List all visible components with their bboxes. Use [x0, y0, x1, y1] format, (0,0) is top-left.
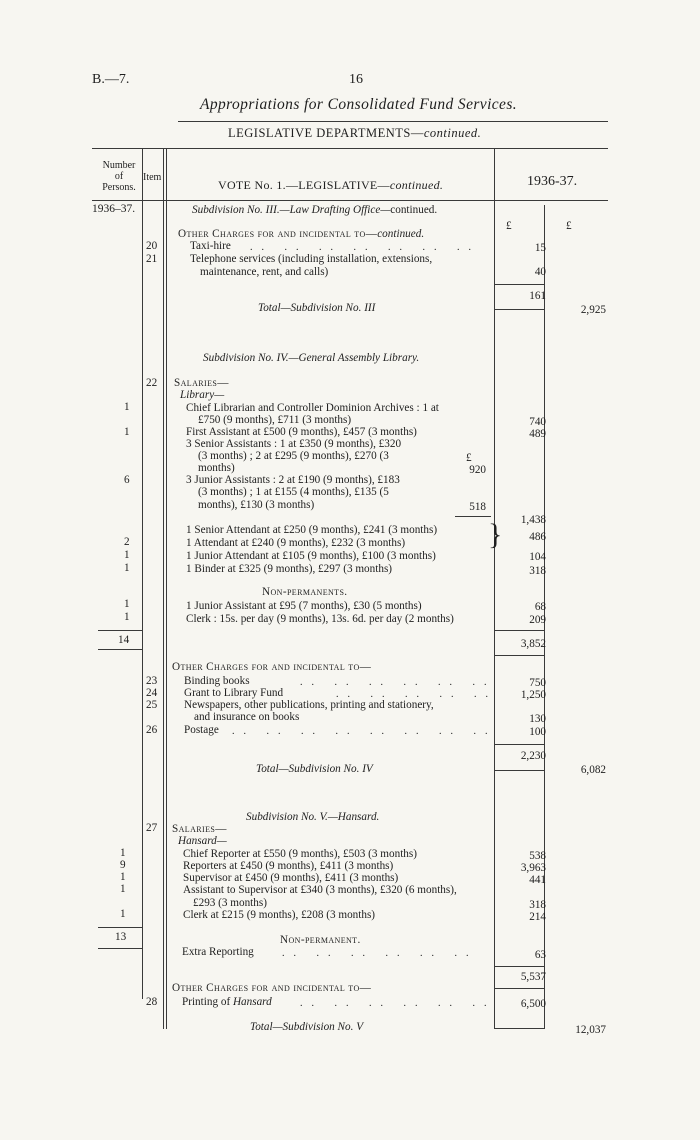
sum-rule	[98, 649, 142, 650]
salary-line: 1 Junior Assistant at £95 (7 months), £30 (5 months)	[186, 600, 422, 612]
salary-line: 1 Attendant at £240 (9 months), £232 (3 months)	[186, 537, 406, 549]
pound-symbol: £	[466, 452, 472, 464]
persons-count: 1	[124, 549, 130, 561]
salaries-heading: Salaries—	[174, 377, 229, 389]
persons-count: 1	[124, 598, 130, 610]
amount: 214	[529, 911, 546, 923]
persons-count: 1	[120, 883, 126, 895]
line-item-label: maintenance, rent, and calls)	[200, 266, 329, 278]
persons-total: 13	[115, 931, 127, 943]
persons-count: 9	[120, 859, 126, 871]
amount: 40	[534, 266, 546, 278]
persons-count: 1	[120, 871, 126, 883]
amount: 441	[529, 874, 546, 886]
item-number: 21	[146, 253, 158, 265]
persons-count: 2	[124, 536, 130, 548]
non-permanents-heading: Non-permanents.	[262, 586, 348, 598]
subdivision-total-label: Total—Subdivision No. IV	[256, 763, 373, 775]
brace-icon: }	[488, 518, 503, 551]
salary-line: (3 months) ; 1 at £155 (4 months), £135 (5	[198, 486, 389, 498]
sum-rule	[455, 516, 491, 517]
subdivision-total-label: Total—Subdivision No. V	[250, 1021, 364, 1033]
persons-count: 6	[124, 474, 130, 486]
sum-rule	[494, 309, 544, 310]
salaries-heading: Salaries—	[172, 823, 227, 835]
other-charges-heading: Other Charges for and incidental to—	[172, 661, 372, 673]
subdivision-total: 2,925	[580, 304, 606, 316]
subtotal-amount: 3,852	[520, 638, 546, 650]
line-item-label: Newspapers, other publications, printing and stationery,	[184, 699, 434, 711]
salary-line: 1 Binder at £325 (9 months), £297 (3 months)	[186, 563, 393, 575]
leader-dots: .. .. .. .. .. .. .. ..	[232, 726, 497, 737]
amount: 489	[529, 428, 546, 440]
subtotal-amount: 2,230	[520, 750, 546, 762]
page-title: Appropriations for Consolidated Fund Services.	[200, 96, 518, 113]
salary-line: Chief Reporter at £550 (9 months), £503 (3 months)	[183, 848, 417, 860]
title-rule	[178, 121, 608, 122]
line-item-label: Taxi-hire	[190, 240, 231, 252]
leader-dots: .. .. .. .. .. ..	[300, 677, 496, 688]
salary-line: Reporters at £450 (9 months), £411 (3 months)	[183, 860, 394, 872]
item-number: 24	[146, 687, 158, 699]
other-charges-heading: Other Charges for and incidental to—continued.	[178, 228, 425, 240]
persons-count: 1	[120, 847, 126, 859]
sum-rule	[98, 927, 142, 928]
persons-column-rule	[142, 149, 143, 999]
sum-rule	[494, 1028, 544, 1029]
amount: 486	[529, 531, 546, 543]
amount: 538	[529, 850, 546, 862]
sum-rule	[494, 744, 544, 745]
line-item-label: Extra Reporting	[182, 946, 254, 958]
document-reference: B.—7.	[92, 72, 130, 87]
persons-count: 1	[124, 426, 130, 438]
subdivision-3-heading: Subdivision No. III.—Law Drafting Office—continued.	[192, 204, 438, 216]
amount: 100	[529, 726, 546, 738]
leader-dots: .. .. .. .. .. ..	[300, 998, 496, 1009]
item-column-rule	[163, 149, 164, 1029]
table-top-rule	[92, 148, 608, 149]
amount: 130	[529, 713, 546, 725]
salary-line: months)	[198, 462, 235, 474]
subdivision-total-label: Total—Subdivision No. III	[258, 302, 376, 314]
amount: 1,438	[520, 514, 546, 526]
sum-rule	[98, 630, 142, 631]
subtotal-amount: 5,537	[520, 971, 546, 983]
subdivision-total: 6,082	[580, 764, 606, 776]
amount: 6,500	[520, 998, 546, 1010]
salary-line: (3 months) ; 2 at £295 (9 months), £270 (3	[198, 450, 389, 462]
sum-rule	[494, 770, 544, 771]
salary-line: 3 Junior Assistants : 2 at £190 (9 months), £183	[186, 474, 400, 486]
salary-line: 1 Senior Attendant at £250 (9 months), £241 (3 months)	[186, 524, 438, 536]
sum-rule	[494, 630, 544, 631]
inner-amount: 518	[469, 501, 486, 513]
subdivision-total: 12,037	[575, 1024, 606, 1036]
salary-line: £750 (9 months), £711 (3 months)	[198, 414, 352, 426]
line-item-label: Printing of Hansard	[182, 996, 272, 1008]
year-column-header: 1936-37.	[527, 174, 578, 189]
line-item-label: and insurance on books	[194, 711, 300, 723]
item-number: 23	[146, 675, 158, 687]
persons-count: 1	[124, 562, 130, 574]
sum-rule	[494, 988, 544, 989]
item-number: 27	[146, 822, 158, 834]
amount: 63	[534, 949, 546, 961]
subtotal-amount: 161	[529, 290, 546, 302]
amount: 318	[529, 899, 546, 911]
sum-rule	[494, 655, 544, 656]
sum-rule	[98, 948, 142, 949]
non-permanent-heading: Non-permanent.	[280, 934, 361, 946]
amount: 740	[529, 416, 546, 428]
persons-year-label: 1936–37.	[92, 203, 136, 215]
amount: 3,963	[520, 862, 546, 874]
line-item-label: Binding books	[184, 675, 250, 687]
amount: 318	[529, 565, 546, 577]
leader-dots: .. .. .. .. .. ..	[282, 948, 478, 959]
amount: 1,250	[520, 689, 546, 701]
amount: 104	[529, 551, 546, 563]
amount: 750	[529, 677, 546, 689]
amount: 15	[534, 242, 546, 254]
salary-line: Clerk at £215 (9 months), £208 (3 months)	[183, 909, 376, 921]
amount-column-rule	[494, 149, 495, 1029]
persons-count: 1	[120, 908, 126, 920]
inner-amount: 920	[469, 464, 486, 476]
item-number: 25	[146, 699, 158, 711]
line-item-label: Postage	[184, 724, 219, 736]
salary-line: Clerk : 15s. per day (9 months), 13s. 6d. per day (2 months)	[186, 613, 454, 625]
sum-rule	[494, 284, 544, 285]
pound-symbol: £	[566, 220, 572, 232]
salary-line: £293 (3 months)	[193, 897, 267, 909]
salary-line: Chief Librarian and Controller Dominion Archives : 1 at	[186, 402, 439, 414]
item-column-rule-double	[166, 149, 167, 1029]
item-number: 22	[146, 377, 158, 389]
salary-line: Assistant to Supervisor at £340 (3 months), £320 (6 months),	[183, 884, 457, 896]
vote-title: VOTE No. 1.—LEGISLATIVE—continued.	[218, 178, 444, 192]
persons-column-header: Number of Persons.	[102, 160, 136, 193]
leader-dots: .. .. .. .. ..	[336, 689, 497, 700]
page-number: 16	[349, 72, 363, 87]
item-number: 28	[146, 996, 158, 1008]
section-subtitle: LEGISLATIVE DEPARTMENTS—continued.	[228, 126, 482, 140]
persons-count: 1	[124, 611, 130, 623]
hansard-heading: Hansard—	[178, 835, 227, 847]
persons-count: 1	[124, 401, 130, 413]
item-column-header: Item	[143, 172, 162, 183]
item-number: 26	[146, 724, 158, 736]
library-heading: Library—	[180, 389, 225, 401]
line-item-label: Telephone services (including installation, extensions,	[190, 253, 433, 265]
subdivision-4-heading: Subdivision No. IV.—General Assembly Library.	[203, 352, 420, 364]
amount: 68	[534, 601, 546, 613]
header-bottom-rule	[92, 200, 608, 201]
salary-line: First Assistant at £500 (9 months), £457 (3 months)	[186, 426, 417, 438]
salary-line: 1 Junior Attendant at £105 (9 months), £100 (3 months)	[186, 550, 436, 562]
salary-line: 3 Senior Assistants : 1 at £350 (9 months), £320	[186, 438, 402, 450]
item-number: 20	[146, 240, 158, 252]
pound-symbol: £	[506, 220, 512, 232]
subdivision-5-heading: Subdivision No. V.—Hansard.	[246, 811, 380, 823]
leader-dots: .. .. .. .. .. .. ..	[250, 242, 480, 253]
sum-rule	[494, 966, 544, 967]
line-item-label: Grant to Library Fund	[184, 687, 284, 699]
amount: 209	[529, 614, 546, 626]
persons-total: 14	[118, 634, 130, 646]
other-charges-heading: Other Charges for and incidental to—	[172, 982, 372, 994]
salary-line: Supervisor at £450 (9 months), £411 (3 months)	[183, 872, 399, 884]
salary-line: months), £130 (3 months)	[198, 499, 315, 511]
